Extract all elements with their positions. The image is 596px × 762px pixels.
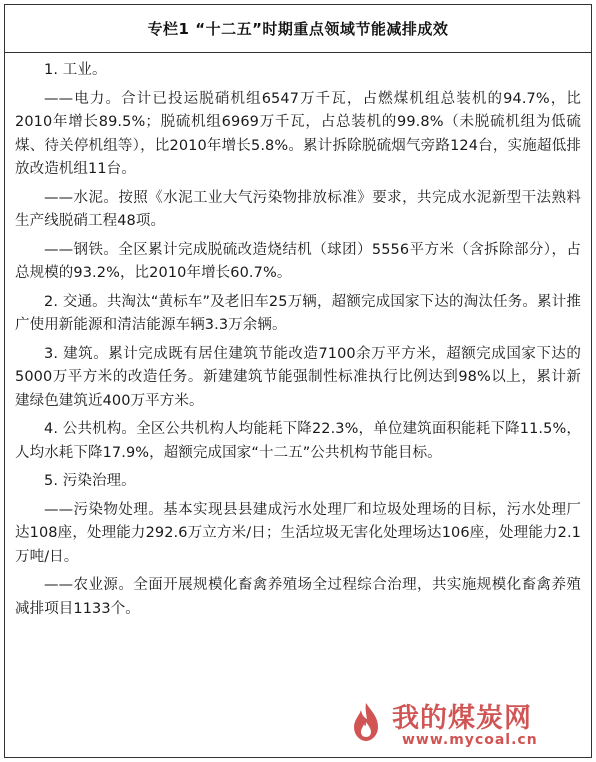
feature-box: [4, 4, 592, 758]
paragraph-steel: ——钢铁。全区累计完成脱硫改造烧结机（球团）5556平方米（含拆除部分），占总规模的93.2%，比2010年增长60.7%。: [15, 241, 581, 281]
paragraph-public-institutions: 4. 公共机构。全区公共机构人均能耗下降22.3%，单位建筑面积能耗下降11.5%，人均水耗下降17.9%，超额完成国家“十二五”公共机构节能目标。: [15, 421, 581, 461]
site-watermark: [344, 694, 574, 754]
paragraph-buildings: 3. 建筑。累计完成既有居住建筑节能改造7100余万平方米，超额完成国家下达的5000万平方米的改造任务。新建建筑节能强制性标准执行比例达到98%以上，累计新建绿色建筑近400万平方米。: [15, 345, 581, 409]
paragraph-pollutant-treatment: ——污染物处理。基本实现县县建成污水处理厂和垃圾处理场的目标，污水处理厂达108座，处理能力292.6万立方米/日；生活垃圾无害化处理场达106座，处理能力2.1万吨/日。: [15, 501, 581, 565]
paragraph-cement: ——水泥。按照《水泥工业大气污染物排放标准》要求，共完成水泥新型干法熟料生产线脱硝工程48项。: [15, 189, 581, 229]
section-pollution-heading: 5. 污染治理。: [44, 473, 136, 489]
paragraph-transport: 2. 交通。共淘汰“黄标车”及老旧车25万辆，超额完成国家下达的淘汰任务。累计推广使用新能源和清洁能源车辆3.3万余辆。: [15, 293, 581, 333]
paragraph-agriculture: ——农业源。全面开展规模化畜禽养殖场全过程综合治理，共实施规模化畜禽养殖减排项目1133个。: [15, 577, 581, 617]
box-title: 专栏1 “十二五”时期重点领域节能减排成效: [5, 5, 591, 53]
box-content: [5, 53, 591, 621]
flame-logo-icon: [344, 700, 388, 744]
paragraph-electric-power: ——电力。合计已投运脱硝机组6547万千瓦，占燃煤机组总装机的94.7%，比2010年增长89.5%；脱硫机组6969万千瓦，占总装机的99.8%（未脱硫机组为低硫煤、待关停机组等），比2010年增长5.8%。累计拆除脱硫烟气旁路124台，实施超低排放改造机组11台。: [15, 90, 581, 177]
section-industry-heading: 1. 工业。: [44, 62, 107, 78]
watermark-url: www.mycoal.cn: [402, 732, 538, 748]
watermark-name: 我的煤炭网: [392, 703, 532, 734]
